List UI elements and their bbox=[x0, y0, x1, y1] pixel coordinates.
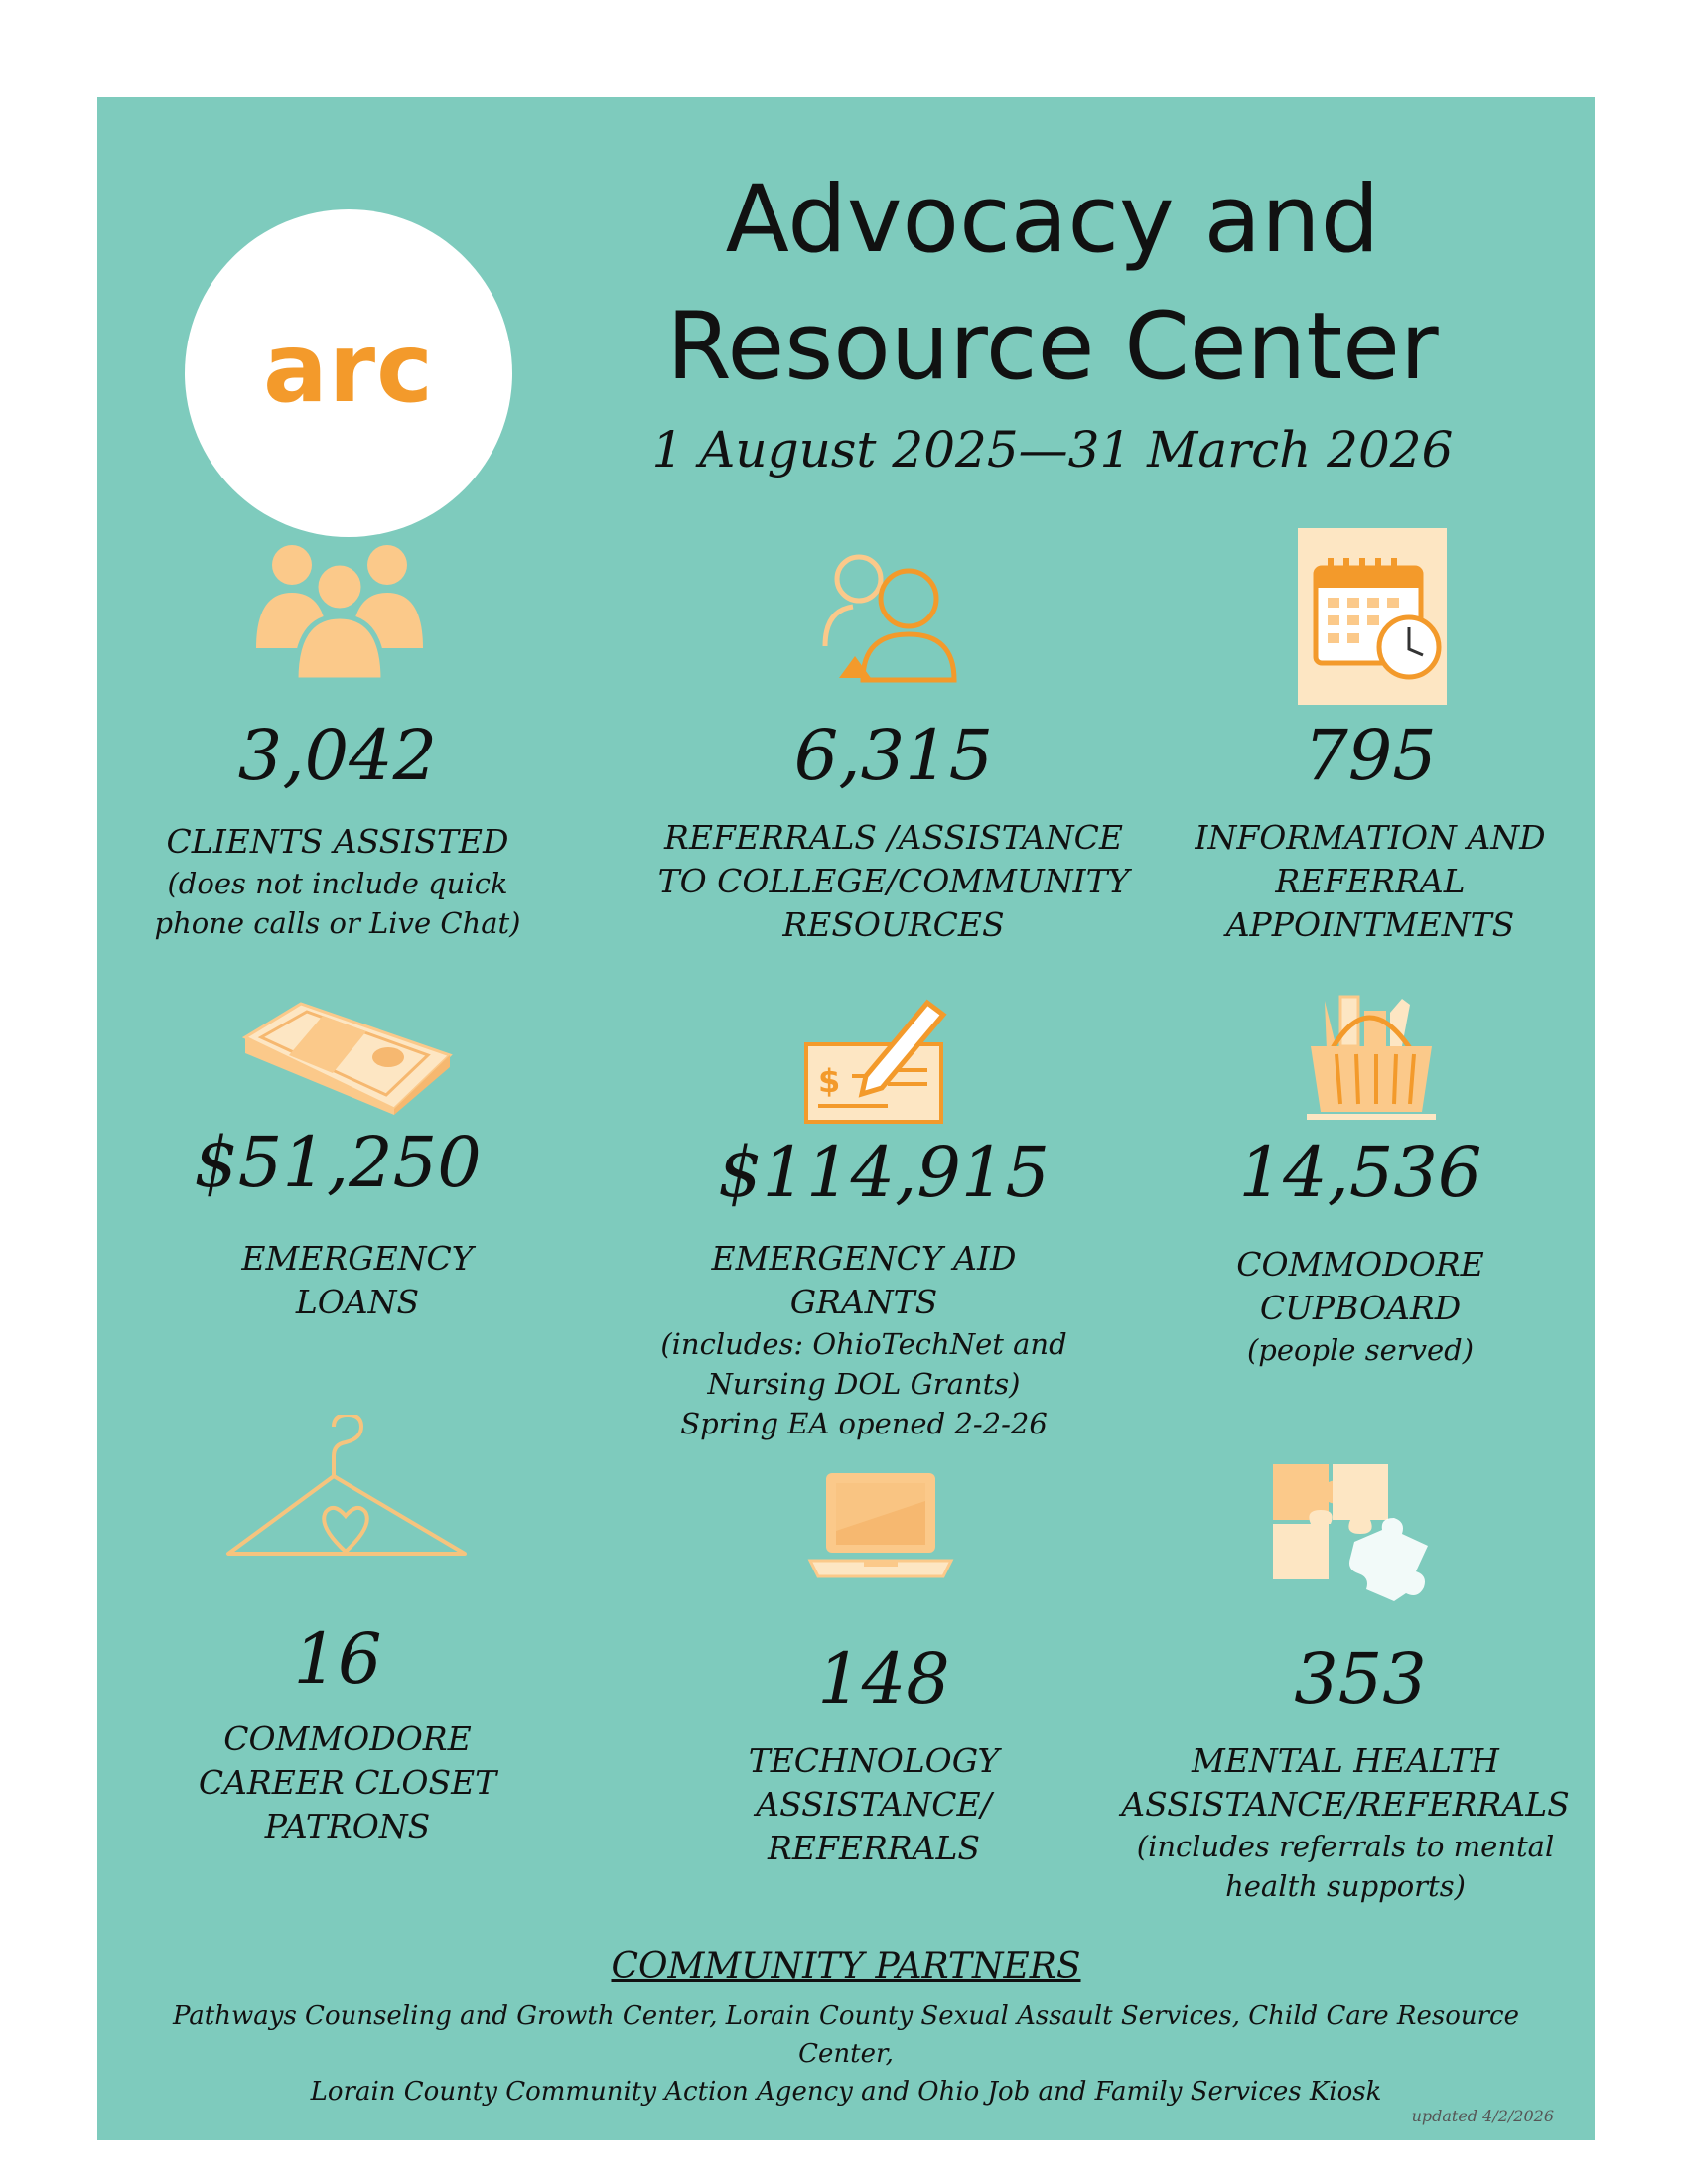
referrals-label: REFERRALS /ASSISTANCE TO COLLEGE/COMMUNITY RESOURCES bbox=[657, 818, 1130, 944]
title-line-1: Advocacy and bbox=[725, 166, 1380, 274]
appointments-label: INFORMATION AND REFERRAL APPOINTMENTS bbox=[1195, 818, 1546, 944]
title-line-2: Resource Center bbox=[666, 293, 1439, 401]
partners-list bbox=[129, 1997, 1563, 2111]
technology-value: 148 bbox=[817, 1638, 950, 1719]
hanger-heart-icon bbox=[222, 1415, 471, 1564]
cupboard-value: 14,536 bbox=[1238, 1132, 1482, 1213]
money-stack-icon bbox=[241, 998, 454, 1115]
mental-health-label: MENTAL HEALTH ASSISTANCE/REFERRALS (includes referrals to mental health supports) bbox=[1121, 1741, 1570, 1903]
date-range: 1 August 2025—31 March 2026 bbox=[651, 421, 1454, 478]
referrals-value: 6,315 bbox=[793, 715, 994, 796]
grocery-basket-icon bbox=[1307, 991, 1436, 1122]
puzzle-pieces-icon bbox=[1271, 1462, 1440, 1601]
check-pen-icon bbox=[802, 993, 951, 1127]
mental-health-value: 353 bbox=[1294, 1638, 1427, 1719]
closet-value: 16 bbox=[293, 1618, 382, 1700]
clients-label: CLIENTS ASSISTED (does not include quick phone calls or Live Chat) bbox=[154, 822, 521, 940]
technology-label: TECHNOLOGY ASSISTANCE/ REFERRALS bbox=[748, 1741, 1000, 1867]
grants-label: EMERGENCY AID GRANTS (includes: OhioTechNet and Nursing DOL Grants) Spring EA opened 2-2-26 bbox=[660, 1239, 1067, 1440]
logo-text: arc bbox=[262, 313, 435, 424]
arc-logo bbox=[185, 209, 512, 537]
people-group-icon bbox=[250, 541, 429, 680]
cupboard-label: COMMODORE CUPBOARD (people served) bbox=[1236, 1245, 1484, 1367]
laptop-icon bbox=[806, 1471, 955, 1578]
calendar-clock-icon bbox=[1298, 528, 1447, 705]
closet-label: COMMODORE CAREER CLOSET PATRONS bbox=[198, 1719, 497, 1845]
grants-value: $114,915 bbox=[717, 1132, 1050, 1213]
page-title bbox=[576, 157, 1529, 411]
partners-heading: COMMUNITY PARTNERS bbox=[611, 1946, 1081, 1986]
partners-line-2: Lorain County Community Action Agency and Ohio Job and Family Services Kiosk bbox=[310, 2077, 1382, 2107]
partners-line-1: Pathways Counseling and Growth Center, Lorain County Sexual Assault Services, Child Care Resource Center, bbox=[172, 2001, 1520, 2069]
svg-text:$: $ bbox=[818, 1062, 841, 1100]
appointments-value: 795 bbox=[1304, 715, 1437, 796]
updated-date: updated 4/2/2026 bbox=[1411, 2107, 1554, 2125]
person-referral-icon bbox=[819, 551, 968, 685]
loans-label: EMERGENCY LOANS bbox=[241, 1239, 474, 1321]
loans-value: $51,250 bbox=[194, 1122, 482, 1203]
clients-value: 3,042 bbox=[237, 715, 438, 796]
